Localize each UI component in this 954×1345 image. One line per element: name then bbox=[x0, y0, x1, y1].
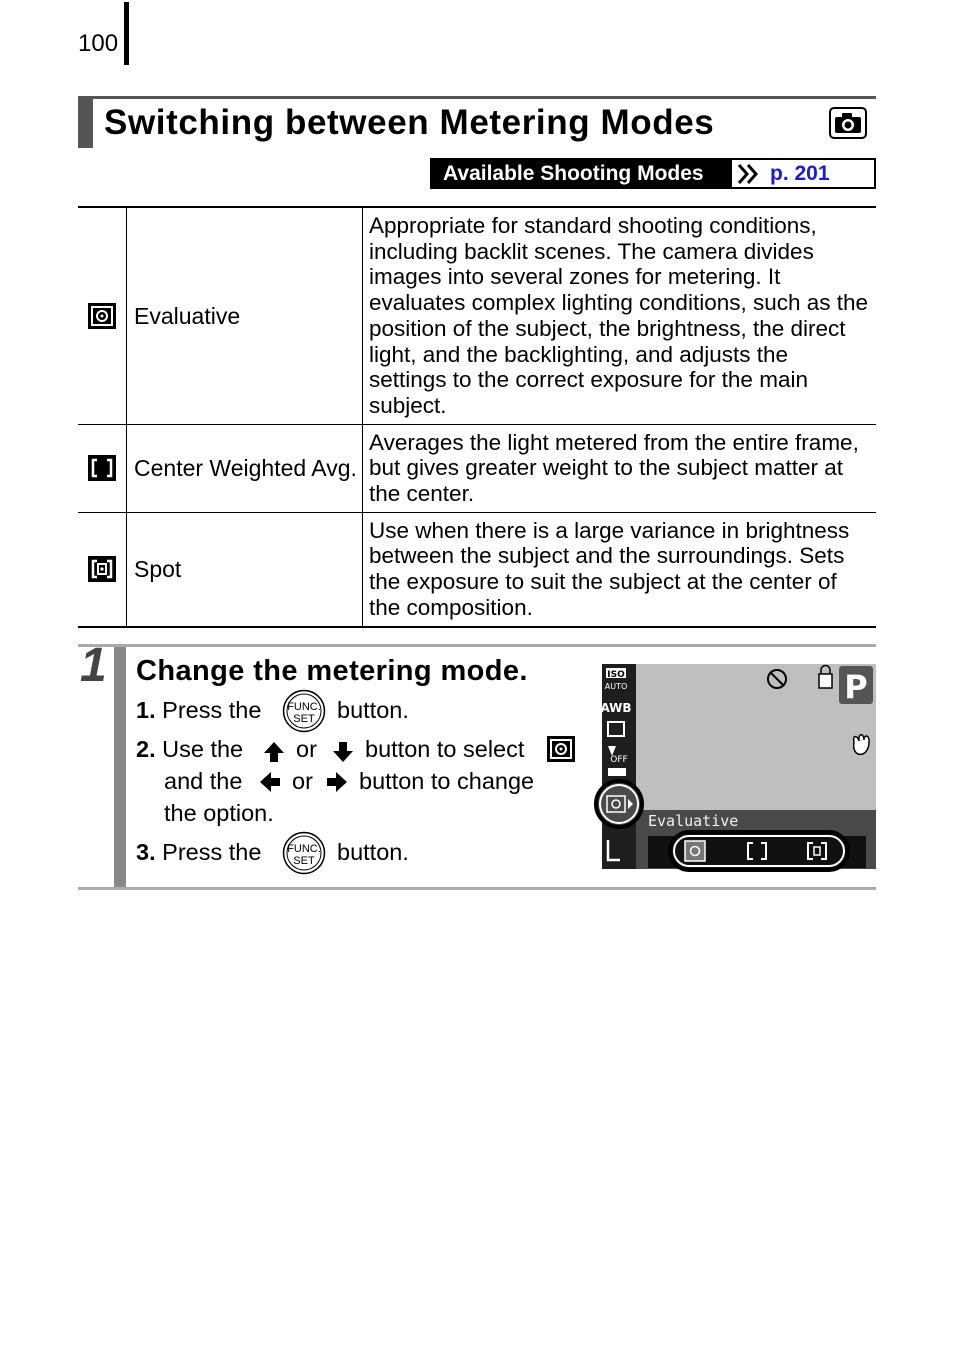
table-cell-icon bbox=[78, 512, 127, 626]
substep-text: the option. bbox=[164, 800, 274, 826]
double-chevron-icon bbox=[736, 163, 762, 185]
center-weighted-metering-icon bbox=[88, 455, 116, 481]
lcd-mode-label: Evaluative bbox=[648, 812, 739, 830]
set-label: SET bbox=[293, 855, 315, 867]
table-row bbox=[78, 512, 876, 626]
evaluative-option-icon bbox=[685, 841, 705, 861]
table-cell-mode-name: Spot bbox=[127, 512, 363, 626]
iso-label: ISO bbox=[607, 670, 625, 680]
substep-text: button to change bbox=[359, 768, 535, 794]
set-label: SET bbox=[293, 713, 315, 725]
step-top-rule bbox=[78, 644, 876, 647]
substep-text: button. bbox=[337, 697, 409, 723]
camera-mode-icon bbox=[829, 107, 867, 139]
selected-metering-highlight bbox=[596, 781, 642, 827]
table-cell-description: Appropriate for standard shooting conditions, including backlit scenes. The camera divides images into several zones for metering. It evaluates complex lighting conditions, such as the position of the subject, the brightness, the direct light, and the backlighting, and adjusts the settings to the correct exposure for the main subject. bbox=[363, 207, 877, 424]
substep-number: 3. bbox=[136, 839, 156, 865]
left-arrow-icon bbox=[258, 770, 282, 794]
table-cell-mode-name: Center Weighted Avg. bbox=[127, 424, 363, 512]
substep-text: button to select bbox=[365, 736, 525, 762]
step-bottom-rule bbox=[78, 887, 876, 890]
page-reference-link[interactable]: p. 201 bbox=[770, 162, 830, 185]
table-cell-mode-name: Evaluative bbox=[127, 207, 363, 424]
right-arrow-icon bbox=[325, 770, 349, 794]
step-accent-bar bbox=[114, 647, 126, 887]
substep-text: or bbox=[296, 736, 317, 762]
table-cell-icon bbox=[78, 207, 127, 424]
iso-auto-label: AUTO bbox=[604, 682, 628, 691]
mode-letter: P bbox=[844, 668, 868, 706]
table-row bbox=[78, 424, 876, 512]
page-title: Switching between Metering Modes bbox=[104, 103, 715, 142]
camera-lcd-screen bbox=[602, 664, 876, 869]
table-cell-icon bbox=[78, 424, 127, 512]
substep-text: Press the bbox=[162, 839, 262, 865]
awb-label: AWB bbox=[600, 701, 632, 715]
substep-number: 2. bbox=[136, 736, 156, 762]
func-set-button-icon bbox=[282, 689, 326, 733]
substep-1 bbox=[136, 697, 261, 724]
substep-text: or bbox=[292, 768, 313, 794]
table-row bbox=[78, 207, 876, 424]
func-set-button-icon bbox=[282, 831, 326, 875]
flash-off-label: OFF bbox=[610, 755, 628, 765]
step-heading: Change the metering mode. bbox=[136, 655, 528, 687]
available-shooting-modes bbox=[430, 158, 876, 189]
substep-text: button. bbox=[337, 839, 409, 865]
evaluative-metering-icon bbox=[88, 303, 116, 329]
lock-icon bbox=[819, 674, 832, 688]
func-label: FUNC. bbox=[287, 843, 321, 855]
evaluative-metering-icon bbox=[547, 736, 575, 762]
spot-metering-icon bbox=[88, 556, 116, 582]
up-arrow-icon bbox=[262, 740, 286, 764]
substep-2 bbox=[136, 736, 243, 763]
page-number: 100 bbox=[78, 30, 119, 57]
page-number-rule bbox=[124, 2, 129, 65]
title-accent-bar bbox=[78, 99, 93, 148]
substep-number: 1. bbox=[136, 697, 156, 723]
func-label: FUNC. bbox=[287, 701, 321, 713]
step-number: 1 bbox=[80, 639, 107, 692]
lcd-graphics bbox=[602, 664, 876, 869]
title-top-rule bbox=[78, 96, 876, 99]
table-cell-description: Use when there is a large variance in brightness between the subject and the surroundings. Sets the exposure to suit the subject at the center of the composition. bbox=[363, 512, 877, 626]
substep-text: Use the bbox=[162, 736, 244, 762]
table-cell-description: Averages the light metered from the entire frame, but gives greater weight to the subject matter at the center. bbox=[363, 424, 877, 512]
available-shooting-modes-label: Available Shooting Modes bbox=[432, 160, 732, 187]
substep-text: and the bbox=[164, 768, 243, 794]
metering-modes-table bbox=[78, 206, 876, 628]
substep-3 bbox=[136, 839, 261, 866]
camera-shake-icon bbox=[854, 735, 870, 755]
down-arrow-icon bbox=[331, 740, 355, 764]
substep-text: Press the bbox=[162, 697, 262, 723]
